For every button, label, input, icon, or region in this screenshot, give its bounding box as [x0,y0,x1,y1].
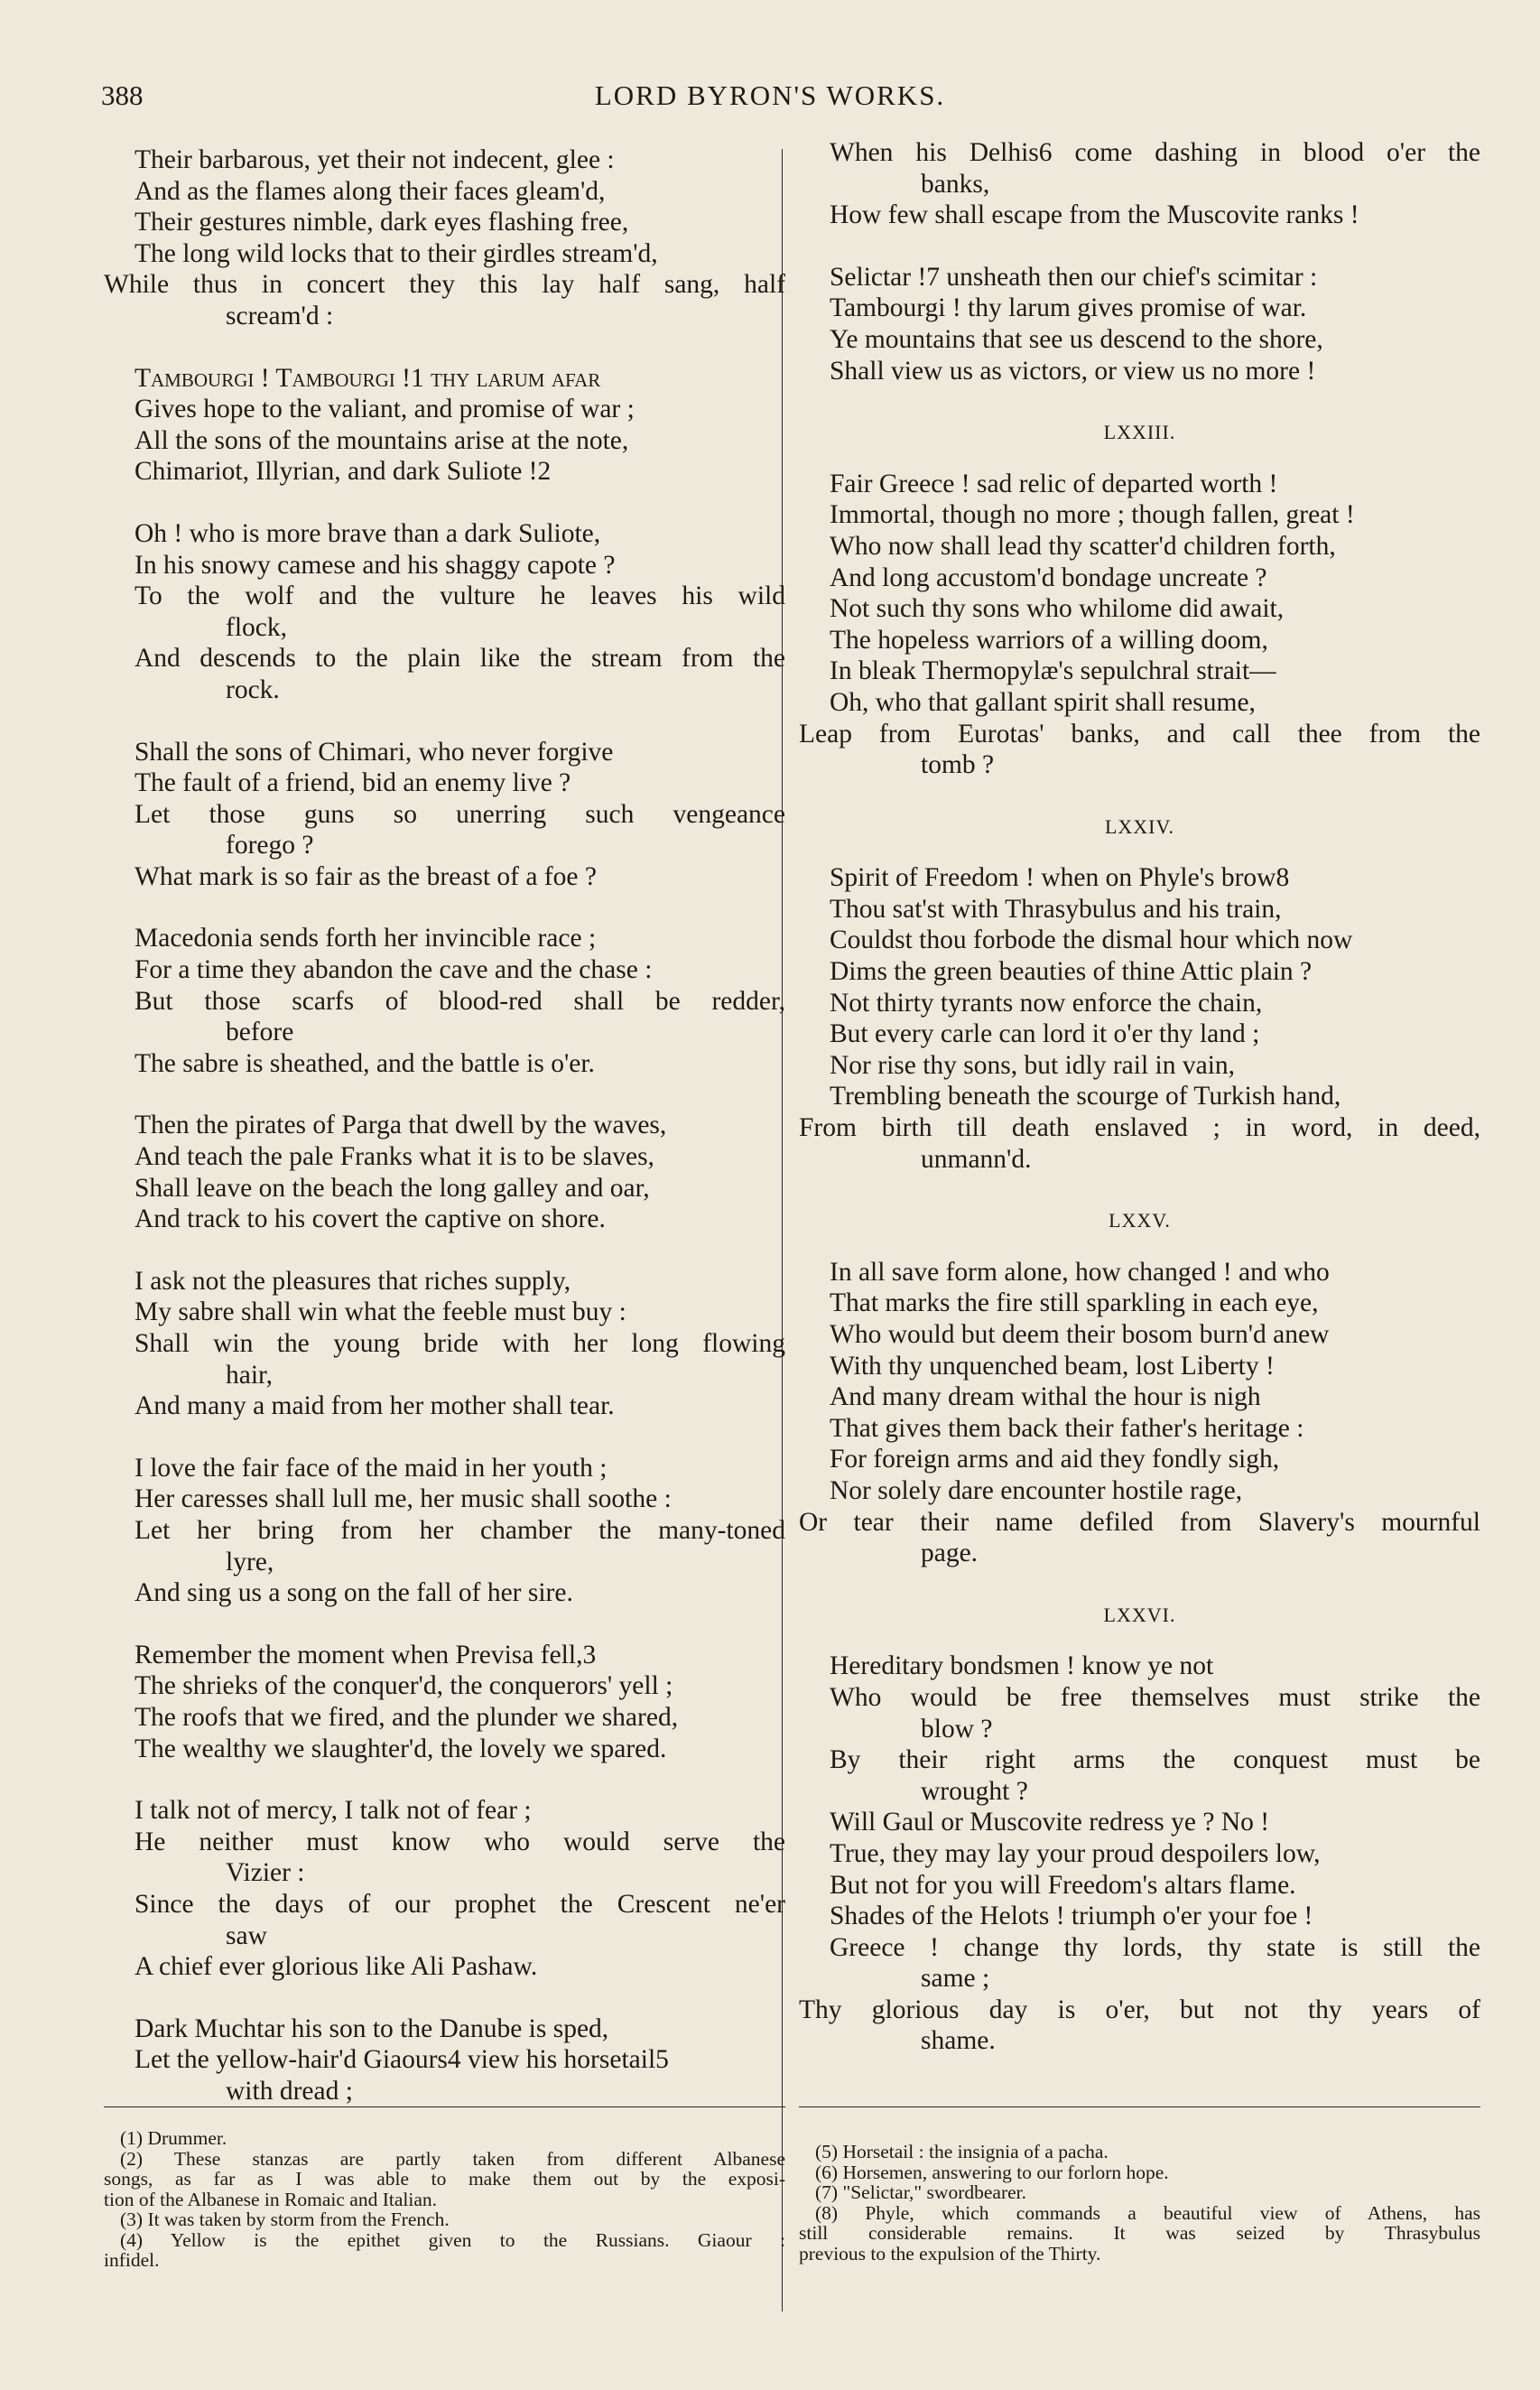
verse-line: Macedonia sends forth her invincible race ; [135,924,597,953]
verse-line: I love the fair face of the maid in her youth ; [135,1453,608,1483]
stanza [799,1257,1480,1569]
verse-line: Couldst thou forbode the dismal hour which now [830,925,1353,955]
verse-line: The sabre is sheathed, and the battle is o'er. [135,1048,595,1078]
verse-line: And many a maid from her mother shall tear. [135,1391,615,1421]
verse-line: In bleak Thermopylæ's sepulchral strait— [830,656,1276,686]
verse-line: The hopeless warriors of a willing doom, [830,625,1268,655]
footnote: (7) "Selictar," swordbearer. [815,2181,1026,2203]
verse-line: Hereditary bondsmen ! know ye not [830,1651,1214,1681]
verse-line: Since the days of our prophet the Crescent ne'er [135,1889,785,1919]
stanza [104,2013,785,2107]
verse-line: Or tear their name defiled from Slavery's mournful [799,1507,1480,1537]
stanza-number: LXXIV. [1104,814,1175,838]
verse-line: I ask not the pleasures that riches supply, [135,1266,571,1296]
verse-line: All the sons of the mountains arise at the note, [135,425,629,455]
verse-line-continuation: hair, [226,1360,274,1390]
stanza [799,862,1480,1175]
verse-line: The long wild locks that to their girdles stream'd, [135,238,658,268]
verse-line: Spirit of Freedom ! when on Phyle's brow8 [830,863,1290,893]
footnote: (6) Horsemen, answering to our forlorn hope. [815,2161,1169,2183]
verse-line: Fair Greece ! sad relic of departed worth ! [830,469,1278,498]
verse-line: Who would but deem their bosom burn'd anew [830,1320,1330,1349]
verse-line-continuation: forego ? [226,831,314,860]
verse-line: Dims the green beauties of thine Attic plain ? [830,957,1313,987]
right-column [799,137,1480,2088]
verse-line: That gives them back their father's heritage : [830,1413,1304,1443]
verse-line-continuation: tomb ? [921,750,995,780]
verse-line-continuation: page. [921,1539,979,1568]
left-column [104,144,785,2137]
stanza [104,518,785,706]
verse-line: In all save form alone, how changed ! and who [830,1257,1330,1287]
verse-line: From birth till death enslaved ; in word, in deed, [799,1113,1480,1143]
verse-line: Let her bring from her chamber the many-toned [135,1515,785,1545]
stanza [104,737,785,893]
footnote-continuation: songs, as far as I was able to make them out by the exposi- [104,2168,785,2190]
stanza [104,1640,785,1764]
verse-line-continuation: rock. [226,674,280,704]
verse-line: The shrieks of the conquer'd, the conquerors' yell ; [135,1671,673,1701]
stanza [799,262,1480,386]
verse-line: Shall the sons of Chimari, who never forgive [135,737,614,767]
stanza [104,1795,785,1983]
footnote: (2) These stanzas are partly taken from different Albanese [120,2147,785,2170]
verse-line: Trembling beneath the scourge of Turkish hand, [830,1082,1341,1111]
verse-line: For foreign arms and aid they fondly sigh, [830,1445,1280,1474]
verse-line: Greece ! change thy lords, thy state is still the [830,1932,1480,1962]
verse-line: Tambourgi ! Tambourgi !1 thy larum afar [135,363,601,393]
footnote: (1) Drummer. [120,2127,227,2149]
verse-line: And teach the pale Franks what it is to be slaves, [135,1142,654,1172]
stanza [799,1651,1480,2057]
verse-line: And descends to the plain like the stream from the [135,644,785,674]
stanza [104,144,785,332]
verse-line-continuation: Vizier : [226,1858,305,1888]
footnote-continuation: infidel. [104,2249,160,2271]
stanza [104,1453,785,1609]
verse-line: And sing us a song on the fall of her sire. [135,1578,573,1608]
verse-line-continuation: unmann'd. [921,1144,1032,1174]
verse-line: And many dream withal the hour is nigh [830,1382,1261,1412]
verse-line: The roofs that we fired, and the plunder we shared, [135,1702,679,1732]
verse-line: Immortal, though no more ; though fallen, great ! [830,500,1355,530]
verse-line-continuation: lyre, [226,1547,274,1576]
verse-line: He neither must know who would serve the [135,1827,785,1856]
verse-line: Their barbarous, yet their not indecent, glee : [135,145,615,174]
verse-line: With thy unquenched beam, lost Liberty ! [830,1351,1275,1381]
verse-line: While thus in concert they this lay half sang, half [104,270,785,300]
verse-line-continuation: saw [226,1920,267,1950]
verse-line-continuation: blow ? [921,1714,993,1744]
verse-line: But those scarfs of blood-red shall be redder, [135,986,785,1016]
verse-line: By their right arms the conquest must be [830,1745,1480,1775]
verse-line: In his snowy camese and his shaggy capote ? [135,550,616,580]
verse-line: What mark is so fair as the breast of a foe ? [135,861,597,891]
verse-line: To the wolf and the vulture he leaves his wild [135,581,785,611]
verse-line: Tambourgi ! thy larum gives promise of war. [830,293,1307,323]
verse-line: Her caresses shall lull me, her music shall soothe : [135,1484,672,1514]
footnote: (8) Phyle, which commands a beautiful view of Athens, has [815,2201,1480,2224]
verse-line: And long accustom'd bondage uncreate ? [830,563,1267,592]
footnotes-left [104,2128,785,2271]
verse-line: Then the pirates of Parga that dwell by the waves, [135,1111,667,1140]
stanza-number: LXXIII. [1103,421,1176,444]
verse-line: Thou sat'st with Thrasybulus and his train, [830,894,1282,924]
verse-line: True, they may lay your proud despoilers low, [830,1838,1321,1868]
verse-line: Ye mountains that see us descend to the shore, [830,324,1323,354]
verse-line-continuation: before [226,1018,294,1047]
verse-line-continuation: banks, [921,169,990,199]
stanza [104,1266,785,1422]
page-number: 388 [101,79,144,111]
running-title: LORD BYRON'S WORKS. [594,79,946,111]
verse-line-continuation: shame. [921,2026,996,2056]
verse-line-continuation: same ; [921,1964,990,1994]
verse-line: I talk not of mercy, I talk not of fear ; [135,1796,532,1826]
verse-line: Shall view us as victors, or view us no more ! [830,356,1316,386]
footnote-continuation: tion of the Albanese in Romaic and Italian. [104,2188,437,2210]
verse-line: Shades of the Helots ! triumph o'er your foe ! [830,1902,1313,1931]
verse-line: For a time they abandon the cave and the chase : [135,955,653,985]
verse-line: Shall win the young bride with her long flowing [135,1329,785,1358]
verse-line: And as the flames along their faces gleam'd, [135,176,606,206]
verse-line: The fault of a friend, bid an enemy live ? [135,768,571,798]
verse-line: Nor rise thy sons, but idly rail in vain, [830,1050,1236,1080]
verse-line: Oh ! who is more brave than a dark Suliote, [135,518,601,548]
verse-line: The wealthy we slaughter'd, the lovely we spared. [135,1734,667,1763]
stanza [799,469,1480,781]
verse-line: Dark Muchtar his son to the Danube is sped, [135,2013,609,2043]
verse-line: A chief ever glorious like Ali Pashaw. [135,1952,538,1982]
footnote-continuation: previous to the expulsion of the Thirty. [799,2242,1101,2264]
verse-line-continuation: scream'd : [226,301,334,330]
verse-line: Not thirty tyrants now enforce the chain, [830,988,1263,1018]
verse-line: Remember the moment when Previsa fell,3 [135,1640,597,1669]
verse-line-continuation: flock, [226,612,287,642]
verse-line: My sabre shall win what the feeble must buy : [135,1297,626,1327]
verse-line-continuation: with dread ; [226,2076,353,2106]
verse-line: Gives hope to the valiant, and promise of war ; [135,395,635,424]
verse-line: Who now shall lead thy scatter'd children forth, [830,531,1336,561]
verse-line: Oh, who that gallant spirit shall resume, [830,687,1256,717]
footnote-rule [104,2106,785,2107]
verse-line: Let those guns so unerring such vengeance [135,799,785,829]
verse-line: And track to his covert the captive on shore. [135,1204,606,1234]
stanza [799,137,1480,231]
verse-line: Not such thy sons who whilome did await, [830,594,1285,624]
stanza-number: LXXVI. [1103,1603,1176,1626]
footnote: (5) Horsetail : the insignia of a pacha. [815,2141,1109,2162]
verse-line: But not for you will Freedom's altars flame. [830,1870,1296,1900]
verse-line: Who would be free themselves must strike the [830,1682,1480,1712]
footnotes-right [799,2142,1480,2264]
verse-line: Nor solely dare encounter hostile rage, [830,1475,1243,1505]
verse-line: Thy glorious day is o'er, but not thy years of [799,1995,1480,2024]
footnote: (3) It was taken by storm from the French. [120,2209,450,2230]
verse-line: Shall leave on the beach the long galley and oar, [135,1173,650,1203]
verse-line: Their gestures nimble, dark eyes flashing free, [135,208,629,237]
footnote-continuation: still considerable remains. It was seized by Thrasybulus [799,2222,1480,2244]
stanza [104,923,785,1079]
verse-line: Leap from Eurotas' banks, and call thee from the [799,719,1480,749]
verse-line: How few shall escape from the Muscovite ranks ! [830,200,1359,230]
stanza-number: LXXV. [1109,1209,1171,1232]
stanza [104,363,785,488]
verse-line: Chimariot, Illyrian, and dark Suliote !2 [135,457,552,487]
verse-line: Will Gaul or Muscovite redress ye ? No ! [830,1808,1270,1837]
footnote: (4) Yellow is the epithet given to the Russians. Giaour : [120,2228,785,2251]
verse-line: Let the yellow-hair'd Giaours4 view his horsetail5 [135,2045,669,2075]
footnote-rule [799,2106,1480,2107]
verse-line: When his Delhis6 come dashing in blood o'er the [830,138,1480,167]
verse-line-continuation: wrought ? [921,1776,1028,1806]
verse-line: Selictar !7 unsheath then our chief's scimitar : [830,262,1318,292]
stanza [104,1110,785,1234]
verse-line: That marks the fire still sparkling in each eye, [830,1288,1319,1318]
verse-line: But every carle can lord it o'er thy land ; [830,1019,1260,1049]
